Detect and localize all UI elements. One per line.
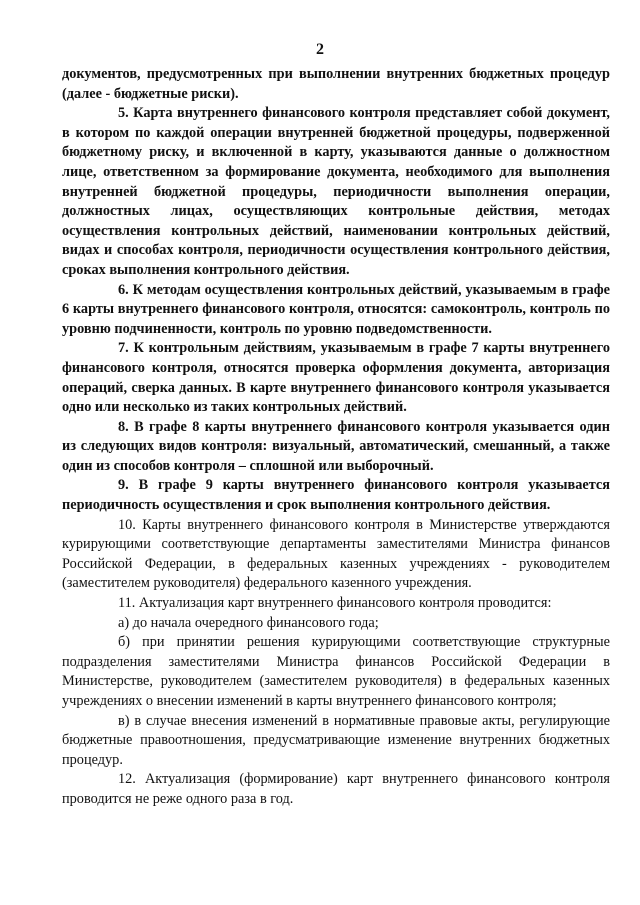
page-number: 2 xyxy=(316,41,324,58)
paragraph-item-10: 10. Карты внутреннего финансового контроля в Министерстве утверждаются курирующими соответствующие департаменты заместителями Министра финансов Российской Федерации, в федеральных казенных учреждениях - руководителем (заместителем руководителя) федерального казенного учреждения. xyxy=(62,516,610,592)
paragraph-item-6: 6. К методам осуществления контрольных действий, указываемым в графе 6 карты внутреннего финансового контроля, относятся: самоконтроль, контроль по уровню подчиненности, контроль по уровню подведомственности. xyxy=(62,281,610,337)
paragraph-item-11b: б) при принятии решения курирующими соответствующие структурные подразделения заместителями Министра финансов Российской Федерации в Министерстве, руководителем (заместителем руководителя) в федеральных казенных учреждениях о внесении изменений в карты внутреннего финансового контроля; xyxy=(62,634,610,709)
paragraph-continuation: документов, предусмотренных при выполнении внутренних бюджетных процедур (далее - бюджетные риски). xyxy=(62,66,610,102)
paragraph-item-11a: а) до начала очередного финансового года; xyxy=(118,614,379,631)
document-body xyxy=(62,65,610,810)
paragraph-item-11: 11. Актуализация карт внутреннего финансового контроля проводится: xyxy=(118,595,552,612)
paragraph-item-8: 8. В графе 8 карты внутреннего финансового контроля указывается один из следующих видов контроля: визуальный, автоматический, смешанный, а также один из способов контроля – сплошной или выборочный. xyxy=(62,418,610,474)
paragraph-item-7: 7. К контрольным действиям, указываемым в графе 7 карты внутреннего финансового контроля, относятся проверка оформления документа, авторизация операций, сверка данных. В карте внутреннего финансового контроля указывается одно или несколько из таких контрольных действий. xyxy=(62,340,610,416)
paragraph-item-12: 12. Актуализация (формирование) карт внутреннего финансового контроля проводится не реже одного раза в год. xyxy=(62,771,610,807)
paragraph-item-5: 5. Карта внутреннего финансового контроля представляет собой документ, в котором по каждой операции внутренней бюджетной процедуры, подверженной бюджетному риску, и включенной в карту, указываются данные о должностном лице, ответственном за формирование документа, необходимого для выполнения внутренней бюджетной процедуры, периодичности выполнения операции, должностных лицах, осуществляющих контрольные действия, методах осуществления контрольных действий, наименовании контрольных действий, видах и способах контроля, периодичности осуществления контрольного действия, сроках выполнения контрольного действия. xyxy=(62,105,610,278)
paragraph-item-11v: в) в случае внесения изменений в нормативные правовые акты, регулирующие бюджетные правоотношения, предусматривающие изменение внутренних бюджетных процедур. xyxy=(62,712,610,768)
paragraph-item-9: 9. В графе 9 карты внутреннего финансового контроля указывается периодичность осуществления и срок выполнения контрольного действия. xyxy=(62,477,610,514)
